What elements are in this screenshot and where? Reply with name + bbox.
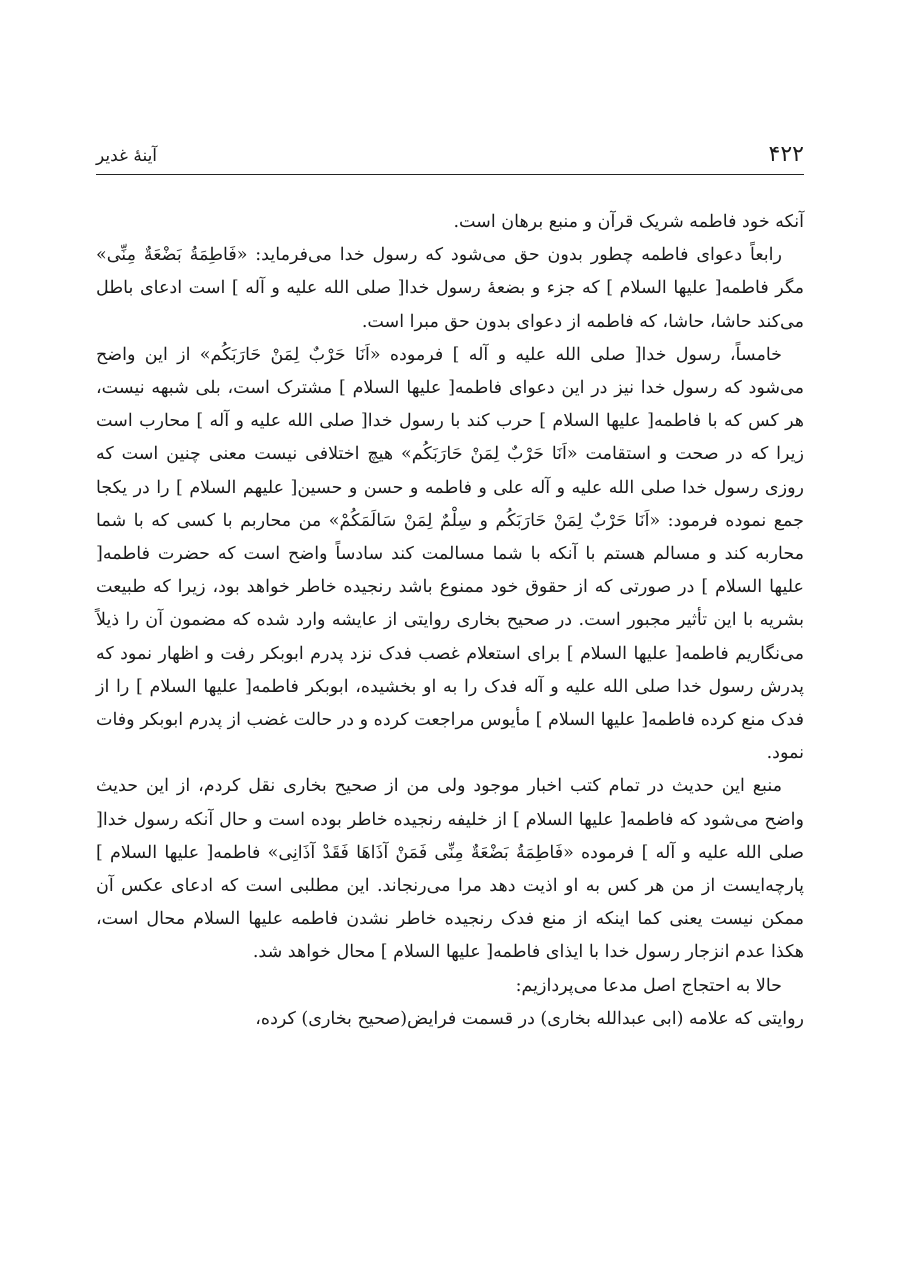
body-text	[96, 206, 804, 1036]
paragraph: حالا به احتجاج اصل مدعا می‌پردازیم:	[515, 975, 782, 996]
page-header	[96, 140, 804, 175]
paragraph: منبع این حدیث در تمام کتب اخبار موجود ولی من از صحیح بخاری نقل کردم، از این حدیث واضح می‌شود که فاطمه[ علیها السلام ] از خلیفه رنجیده خاطر بوده است و حال آنکه رسول خدا[ صلی الله علیه و آله ] فرموده «فَاطِمَةُ بَضْعَةٌ مِنِّی فَمَنْ آذَاهَا فَقَدْ آذَانِی» فاطمه[ علیها السلام ] پارچه‌ایست از من هر کس به او اذیت دهد مرا می‌رنجاند. این مطلبی است که ادعای عکس آن ممکن نیست یعنی کما اینکه از منع فدک رنجیده خاطر نشدن فاطمه علیها السلام محال است، هکذا عدم انزجار رسول خدا با ایذای فاطمه[ علیها السلام ] محال خواهد شد.	[96, 776, 804, 963]
page-number: ۴۲۲	[768, 142, 804, 167]
paragraph: روایتی که علامه (ابی عبدالله بخاری) در قسمت فرایض(صحیح بخاری) کرده،	[255, 1008, 804, 1029]
paragraph: خامساً، رسول خدا[ صلی الله علیه و آله ] فرموده «اَنَا حَرْبٌ لِمَنْ حَارَبَكُم» از این واضح می‌شود که رسول خدا نیز در این دعوای فاطمه[ علیها السلام ] مشترک است، بلی شبهه نیست، هر کس که با فاطمه[ علیها السلام ] حرب کند با رسول خدا[ صلی الله علیه و آله ] محارب است زیرا که در صحت و استقامت «اَنَا حَرْبٌ لِمَنْ حَارَبَكُم» هیچ اختلافی نیست معنی چنین است که روزی رسول خدا صلی الله علیه و آله علی و فاطمه و حسن و حسین[ علیهم السلام ] را در یکجا جمع نموده فرمود: «اَنَا حَرْبٌ لِمَنْ حَارَبَكُم و سِلْمٌ لِمَنْ سَالَمَكُمْ» من محاربم با کسی که با شما محاربه کند و مسالم هستم با آنکه با شما مسالمت کند سادساً واضح است که حضرت فاطمه[ علیها السلام ] در صورتی که از حقوق خود ممنوع باشد رنجیده خاطر خواهد بود، زیرا که طبیعت بشریه با این تأثیر مجبور است. در صحیح بخاری روایتی از عایشه وارد شده که مضمون آن را ذیلاً می‌نگاریم فاطمه[ علیها السلام ] برای استعلام غصب فدک نزد پدرم ابوبکر رفت و اظهار نمود که پدرش رسول خدا صلی الله علیه و آله فدک را به او بخشیده، ابوبکر فاطمه[ علیها السلام ] را از فدک منع کرده فاطمه[ علیها السلام ] مأیوس مراجعت کرده و در حالت غضب از پدرم ابوبکر وفات نمود.	[96, 344, 804, 764]
paragraph: آنکه خود فاطمه شریک قرآن و منبع برهان است.	[453, 212, 804, 232]
paragraph: رابعاً دعوای فاطمه چطور بدون حق می‌شود که رسول خدا می‌فرماید: «فَاطِمَةُ بَضْعَةٌ مِنِّی» مگر فاطمه[ علیها السلام ] که جزء و بضعهٔ رسول خدا[ صلی الله علیه و آله ] است ادعای باطل می‌کند حاشا، حاشا، که فاطمه از دعوای بدون حق مبرا است.	[96, 245, 804, 332]
running-title: آینهٔ غدیر	[96, 146, 158, 166]
